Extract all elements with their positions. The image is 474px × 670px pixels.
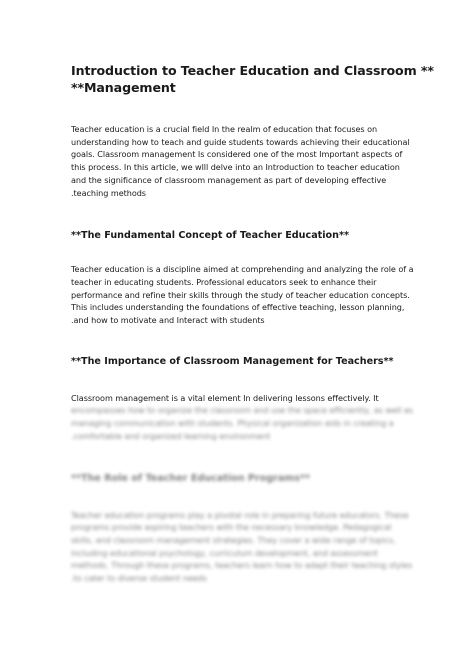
- document-title: [71, 62, 434, 96]
- paragraph-line: Teacher education is a discipline aimed at comprehending and analyzing the role of a: [71, 264, 414, 275]
- paragraph-line: teacher in educating students. Professional educators seek to enhance their: [71, 276, 377, 287]
- paragraph-line: including educational psychology, curriculum development, and assessment: [71, 547, 378, 558]
- section-heading-teacher-programs: **The Role of Teacher Education Programs**: [71, 472, 311, 484]
- paragraph-line-blurred: .comfortable and organized learning environment: [71, 430, 271, 441]
- paragraph-line: .to cater to diverse student needs: [71, 573, 207, 584]
- title-line-1: Introduction to Teacher Education and Classroom **: [71, 63, 434, 78]
- paragraph-line: understanding how to teach and guide students towards achieving their educational: [71, 136, 410, 147]
- section-paragraph-teacher-education: [71, 263, 414, 327]
- section-paragraph-classroom-management: [71, 392, 411, 443]
- paragraph-line-blurred: managing communication with students. Physical organization aids in creating a: [71, 418, 394, 429]
- paragraph-line: and the significance of classroom management as part of developing effective: [71, 174, 387, 185]
- section-heading-classroom-management: **The Importance of Classroom Management for Teachers**: [71, 355, 394, 367]
- title-line-2: **Management: [71, 80, 176, 95]
- paragraph-line: .and how to motivate and Interact with students: [71, 315, 265, 326]
- paragraph-line: methods. Through these programs, teachers learn how to adapt their teaching styles: [71, 560, 413, 571]
- paragraph-line: This includes understanding the foundations of effective teaching, lesson planning,: [71, 302, 405, 313]
- paragraph-line: this process. In this article, we wlll delve into an Introduction to teacher education: [71, 162, 400, 173]
- paragraph-line: skills, and classroom management strategies. They cover a wide range of topics,: [71, 534, 396, 545]
- paragraph-line: Classroom management is a vital element In delivering lessons effectively. It: [71, 392, 379, 403]
- section-paragraph-teacher-programs: [71, 509, 411, 585]
- paragraph-line: Teacher education programs play a pivotal role in preparing future educators. These: [71, 509, 409, 520]
- section-heading-teacher-education: **The Fundamental Concept of Teacher Education**: [71, 230, 349, 242]
- paragraph-line: .teaching methods: [71, 187, 146, 198]
- intro-paragraph: [71, 123, 411, 199]
- paragraph-line: goals. Classroom management Is considered one of the most Important aspects of: [71, 149, 403, 160]
- paragraph-line-blurred: encompasses how to organize the classroom and use the space efficiently, as well as: [71, 405, 413, 416]
- document-content: [71, 62, 434, 585]
- paragraph-line: programs provide aspiring teachers with the necessary knowledge. Pedagogical: [71, 522, 392, 533]
- paragraph-line: Teacher education is a crucial field In the realm of education that focuses on: [71, 124, 378, 134]
- paragraph-line: performance and refine their skills through the study of teacher education concepts.: [71, 289, 410, 300]
